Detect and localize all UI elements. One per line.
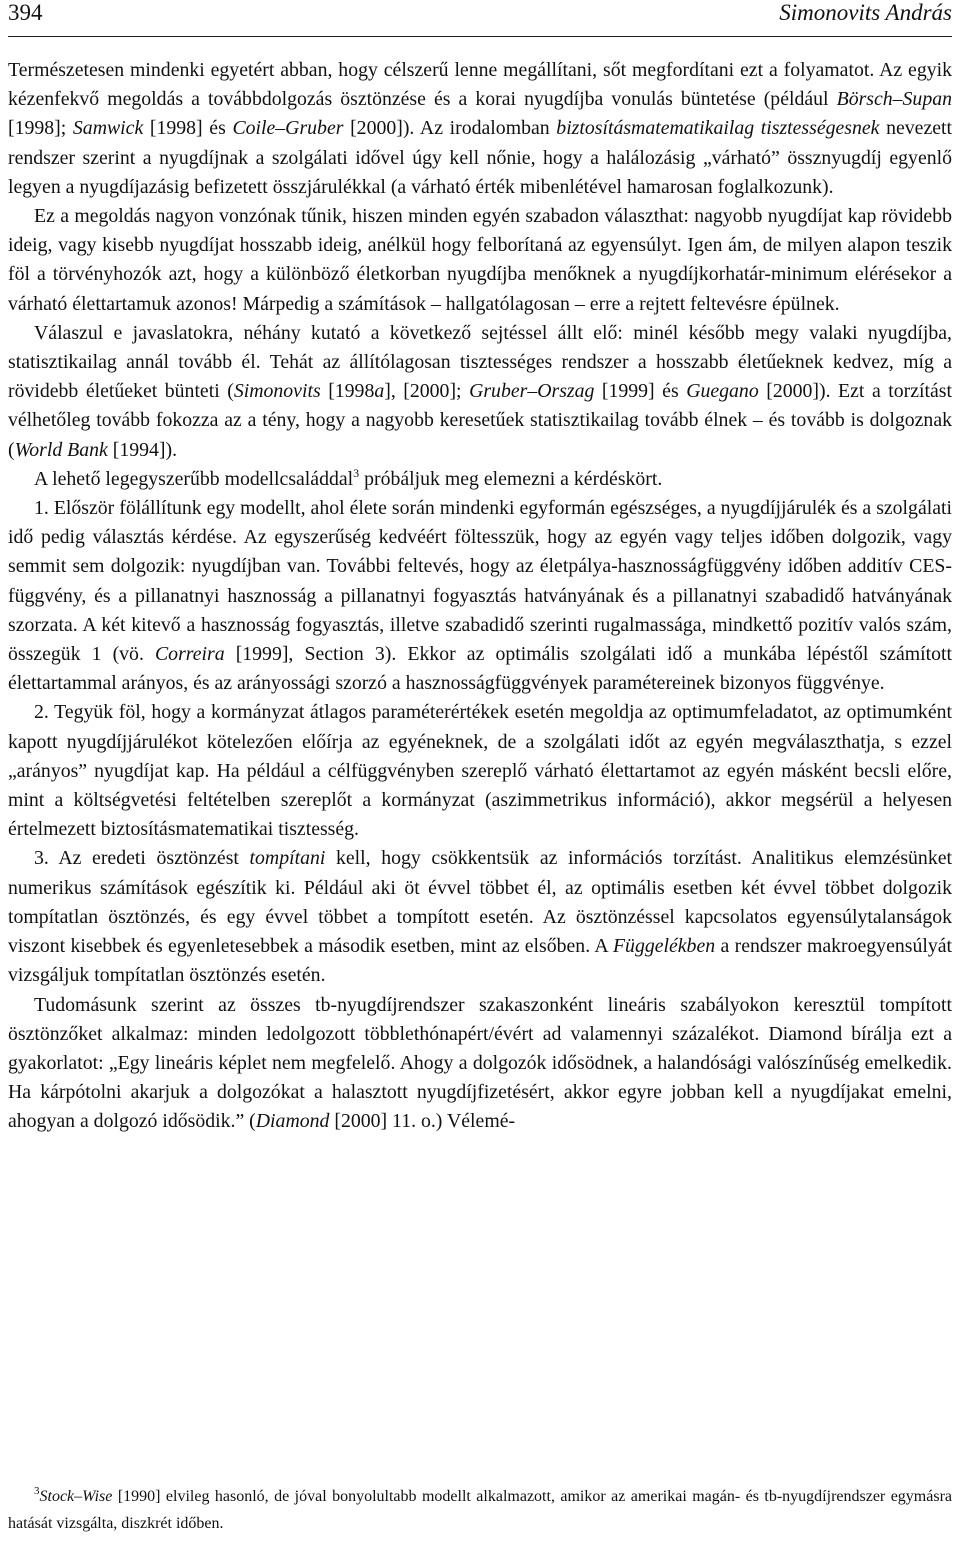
text-run: 2. Tegyük föl, hogy a kormányzat átlagos paraméterértékek esetén megoldja az optimumfeladatot, az optimumként kapott nyugdíjjárulékot kötelezően előírja az egyéneknek, de a szolgálati időt az egyén megválaszthatja, s ezzel „arányos” nyugdíjat kap. Ha például a célfüggvényben szereplő várható élettartamot az egyén másként becsli előre, mint a költségvetési feltételben szereplőt a kormányzat (aszimmetrikus információ), akkor megsérül a helyesen értelmezett biztosításmatematikai tisztesség. bbox=[8, 701, 952, 841]
footnote-body bbox=[8, 1488, 952, 1532]
text-run: Ez a megoldás nagyon vonzónak tűnik, hiszen minden egyén szabadon választhat: nagyobb nyugdíjat kap rövidebb ideig, vagy kisebb nyugdíjat hosszabb ideig, anélkül hogy felborítaná az egyensúlyt. Igen ám, de milyen alapon teszik föl a törvényhozók azt, hogy a különböző életkorban nyugdíjba menőknek a nyugdíjkorhatár-minimum elérésekor a várható élettartamuk azonos! Márpedig a számítások – hallgatólagosan – erre a rejtett feltevésre épülnek. bbox=[8, 205, 952, 315]
text-run: [1998 bbox=[320, 380, 375, 403]
paragraph bbox=[8, 844, 952, 990]
text-run: Válaszul e javaslatokra, néhány kutató a következő sejtéssel állt elő: minél később megy valaki nyugdíjba, statisztikailag annál tovább él. Tehát az állítólagosan tisztességes rendszer a hosszabb életűeknek kedvez, míg a rövidebb életűeket bünteti ( bbox=[8, 321, 952, 403]
text-run: a rendszer makroegyensúlyát vizsgáljuk tompítatlan ösztönzés esetén. bbox=[8, 935, 952, 987]
italic-text: Correira bbox=[154, 643, 225, 666]
text-run: kell, hogy csökkentsük az információs torzítást. Analitikus elemzésünket numerikus számítások egészítik ki. Például aki öt évvel többet él, az optimális esetben két évvel többet dolgozik tompítatlan ösztönzés, és egy évvel többet a tompított esetén. Az ösztönzéssel kapcsolatos egyensúlytalanságok viszont kisebbek és egyenletesebbek a második esetben, mint az elsőben. A bbox=[8, 847, 952, 958]
text-run: Természetesen mindenki egyetért abban, hogy célszerű lenne megállítani, sőt megfordítani ezt a folyamatot. Az egyik kézenfekvő megoldás a továbbdolgozás ösztönzése és a korai nyugdíjba vonulás büntetése (például bbox=[8, 59, 952, 111]
text-run: [1994]). bbox=[107, 438, 178, 461]
page-number: 394 bbox=[8, 0, 43, 25]
running-title: Simonovits András bbox=[779, 0, 952, 25]
main-text bbox=[8, 56, 952, 1137]
italic-text: World Bank bbox=[14, 438, 108, 461]
text-run: [1999] és bbox=[594, 380, 687, 403]
text-run: 1. Először fölállítunk egy modellt, ahol élete során mindenki egyformán egészséges, a nyugdíjjárulék és a szolgálati idő pedig választás kérdése. Az egyszerűség kedvéért föltesszük, hogy az egyén vagy teljes időben dolgozik, vagy semmit sem dolgozik: nyugdíjban van. További feltevés, hogy az életpálya-hasznosságfüggvény időben additív CES-függvény, és a pillanatnyi hasznosság a pillanatnyi fogyasztás hatványának és a pillanatnyi szabadidő hatványának szorzata. A két kitevő a hasznosság fogyasztás, illetve szabadidő szerinti rugalmassága, mindkettő pozitív valós szám, összegük 1 (vö. bbox=[8, 497, 952, 666]
paragraph bbox=[8, 465, 952, 494]
footnote-text bbox=[8, 1484, 952, 1537]
italic-text: a bbox=[374, 380, 385, 403]
footnote bbox=[8, 1484, 952, 1537]
text-run: [2000] 11. o.) Vélemé- bbox=[329, 1110, 516, 1133]
paragraph bbox=[8, 56, 952, 202]
paragraph bbox=[8, 202, 952, 319]
footnote-reference: 3 bbox=[353, 465, 360, 480]
text-run: [1990] elvileg hasonló, de jóval bonyolultabb modellt alkalmazott, amikor az amerikai magán- és tb-nyugdíjrendszer egymásra hatását vizsgálta, diszkrét időben. bbox=[8, 1488, 952, 1532]
text-run: [2000]). Az irodalomban bbox=[343, 117, 557, 140]
text-run: ], [2000]; bbox=[384, 380, 470, 403]
italic-text: Börsch–Supan bbox=[836, 88, 952, 111]
text-run: [2000]). Ezt a torzítást vélhetőleg tovább fokozza az a tény, hogy a nagyobb keresetűek statisztikailag tovább élnek – és tovább is dolgoznak ( bbox=[8, 380, 952, 461]
running-header bbox=[8, 0, 952, 37]
paragraph bbox=[8, 494, 952, 698]
paragraph bbox=[8, 991, 952, 1137]
paragraph bbox=[8, 319, 952, 465]
text-run: Tudomásunk szerint az összes tb-nyugdíjrendszer szakaszonként lineáris szabályokon keresztül tompított ösztönzőket alkalmaz: minden ledolgozott többlethónapért/évért ad valamennyi százalékot. Diamond bírálja ezt a gyakorlatot: „Egy lineáris képlet nem megfelelő. Ahogy a dolgozók idősödnek, a halandósági valószínűség emelkedik. Ha kárpótolni akarjuk a dolgozókat a halasztott nyugdíjfizetésért, akkor egyre jobban kell a nyugdíjakat emelni, ahogyan a dolgozó idősödik.” ( bbox=[8, 993, 952, 1133]
text-run: próbáljuk meg elemezni a kérdéskört. bbox=[359, 467, 663, 490]
text-run: [1998]; bbox=[8, 117, 73, 140]
italic-text: Simonovits bbox=[233, 380, 321, 403]
text-run: A lehető legegyszerűbb modellcsaláddal bbox=[34, 467, 354, 490]
italic-text: Diamond bbox=[255, 1110, 330, 1133]
paragraph bbox=[8, 698, 952, 844]
text-run: nevezett rendszer szerint a nyugdíjnak a szolgálati idővel úgy kell nőnie, hogy a halálozásig „várható” össznyugdíj egyenlő legyen a nyugdíjazásig befizetett összjárulékkal (a várható érték mibenlétével hamarosan foglalkozunk). bbox=[8, 117, 952, 198]
italic-text: Függelékben bbox=[612, 935, 716, 958]
italic-text: Gruber–Orszag bbox=[469, 380, 595, 403]
text-run: 3. Az eredeti ösztönzést bbox=[34, 847, 250, 870]
italic-text: tompítani bbox=[249, 847, 326, 870]
italic-text: Coile–Gruber bbox=[232, 117, 344, 140]
footnote-mark: 3 bbox=[34, 1485, 40, 1497]
italic-text: biztosításmatematikailag tisztességesnek bbox=[556, 117, 880, 140]
italic-text: Samwick bbox=[72, 117, 144, 140]
text-run: [1998] és bbox=[143, 117, 233, 140]
italic-text: Stock–Wise bbox=[39, 1488, 113, 1505]
italic-text: Guegano bbox=[686, 380, 759, 403]
text-run: [1999], Section 3). Ekkor az optimális szolgálati idő a munkába lépéstől számított élettartammal arányos, és az arányossági szorzó a hasznosságfüggvények paramétereinek bizonyos függvénye. bbox=[8, 643, 952, 695]
